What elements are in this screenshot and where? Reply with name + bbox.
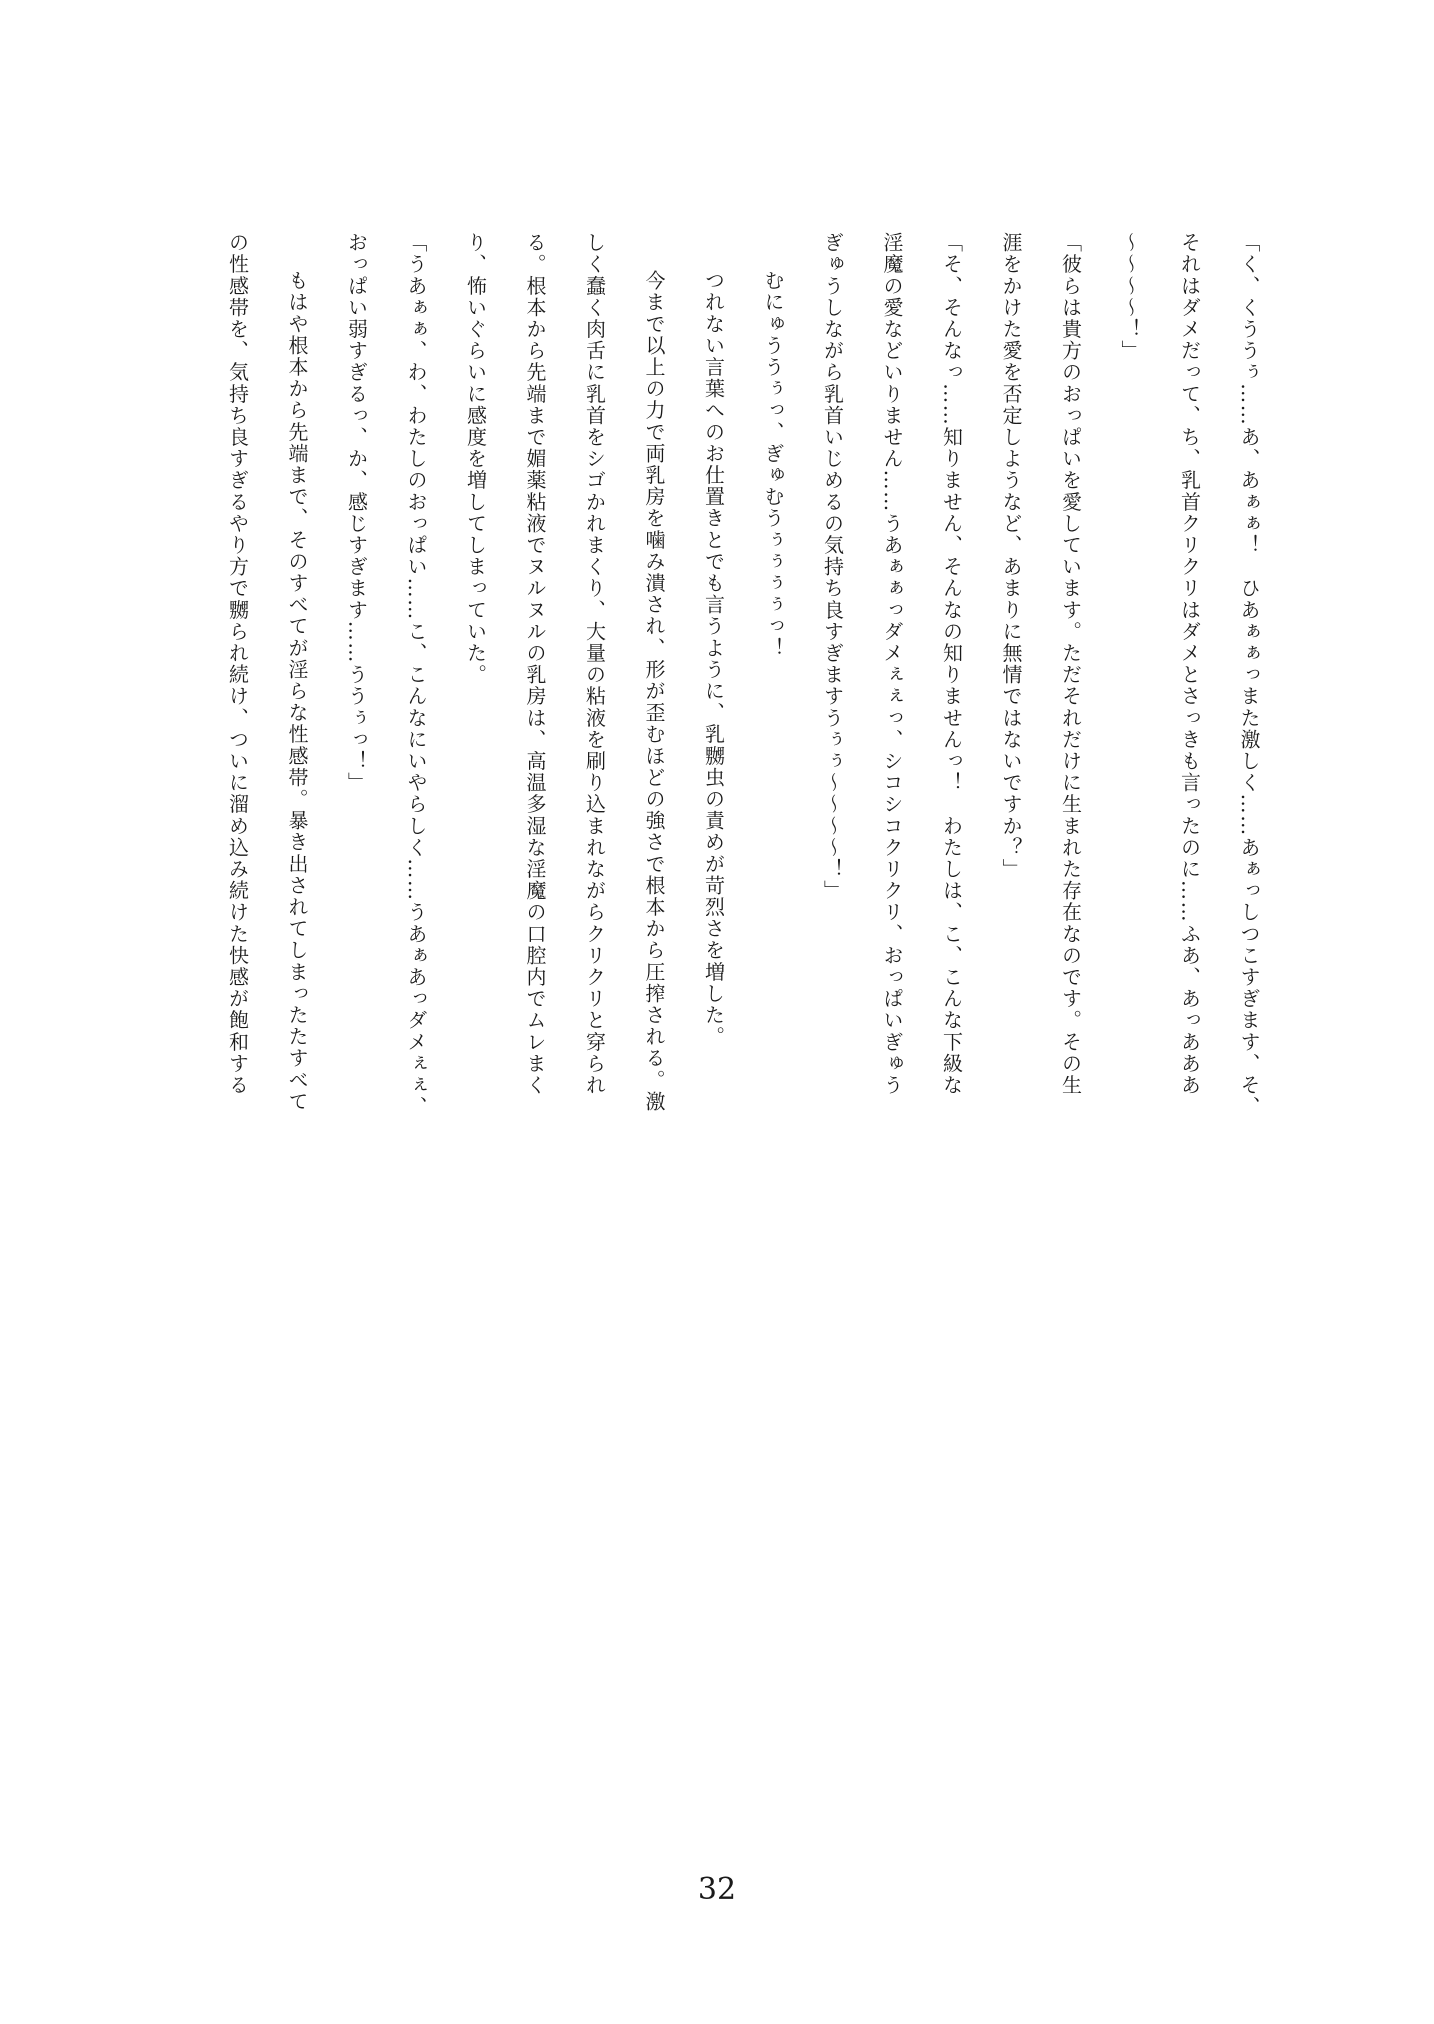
text-line: 「そ、そんなっ……知りません、そんなの知りませんっ！ わたしは、こ、こんな下級な bbox=[939, 232, 964, 1096]
text-line: 「彼らは貴方のおっぱいを愛しています。ただそれだけに生まれた存在なのです。その生 bbox=[1058, 232, 1083, 1096]
text-line: つれない言葉へのお仕置きとでも言うように、乳嬲虫の責めが苛烈さを増した。 bbox=[701, 270, 726, 1048]
text-line: 今まで以上の力で両乳房を噛み潰され、形が歪むほどの強さで根本から圧搾される。激 bbox=[642, 270, 666, 1113]
text-line: しく蠢く肉舌に乳首をシゴかれまくり、大量の粘液を刷り込まれながらクリクリと穿られ bbox=[582, 232, 607, 1096]
text-line: 「うあぁぁ、わ、わたしのおっぱい……こ、こんなにいやらしく……うあぁあっダメぇぇ、 bbox=[404, 232, 428, 1118]
text-line: 淫魔の愛などいりません……うあぁぁっダメぇぇっ、シコシコクリクリ、おっぱいぎゅう bbox=[880, 232, 904, 1096]
text-line: り、怖いぐらいに感度を増してしまっていた。 bbox=[463, 232, 488, 686]
text-line: おっぱい弱すぎるっ、か、感じすぎます……ううぅっ！」 bbox=[344, 232, 369, 794]
text-line: る。根本から先端まで媚薬粘液でヌルヌルの乳房は、高温多湿な淫魔の口腔内でムレまく bbox=[523, 232, 547, 1096]
text-line: 〜〜〜〜！」 bbox=[1118, 232, 1142, 362]
text-line: それはダメだって、ち、乳首クリクリはダメとさっきも言ったのに……ふあ、あっあああ bbox=[1177, 232, 1202, 1096]
text-line: の性感帯を、気持ち良すぎるやり方で嬲られ続け、ついに溜め込み続けた快感が飽和する bbox=[225, 232, 250, 1096]
text-line: もはや根本から先端まで、そのすべてが淫らな性感帯。暴き出されてしまったたすべて bbox=[285, 270, 309, 1113]
body-text bbox=[156, 232, 1278, 1852]
text-line: むにゅううぅっ、ぎゅむうぅぅぅぅっ！ bbox=[761, 270, 785, 659]
page-number: 32 bbox=[697, 1872, 737, 1907]
text-line: 涯をかけた愛を否定しようなど、あまりに無情ではないですか？」 bbox=[999, 232, 1023, 880]
text-line: 「く、くううぅ……あ、あぁぁ！ ひあぁぁっまた激しく……あぁっしつこすぎます、そ、 bbox=[1237, 232, 1261, 1118]
text-line: ぎゅうしながら乳首いじめるの気持ち良すぎますうぅぅ〜〜〜〜！」 bbox=[820, 232, 845, 902]
